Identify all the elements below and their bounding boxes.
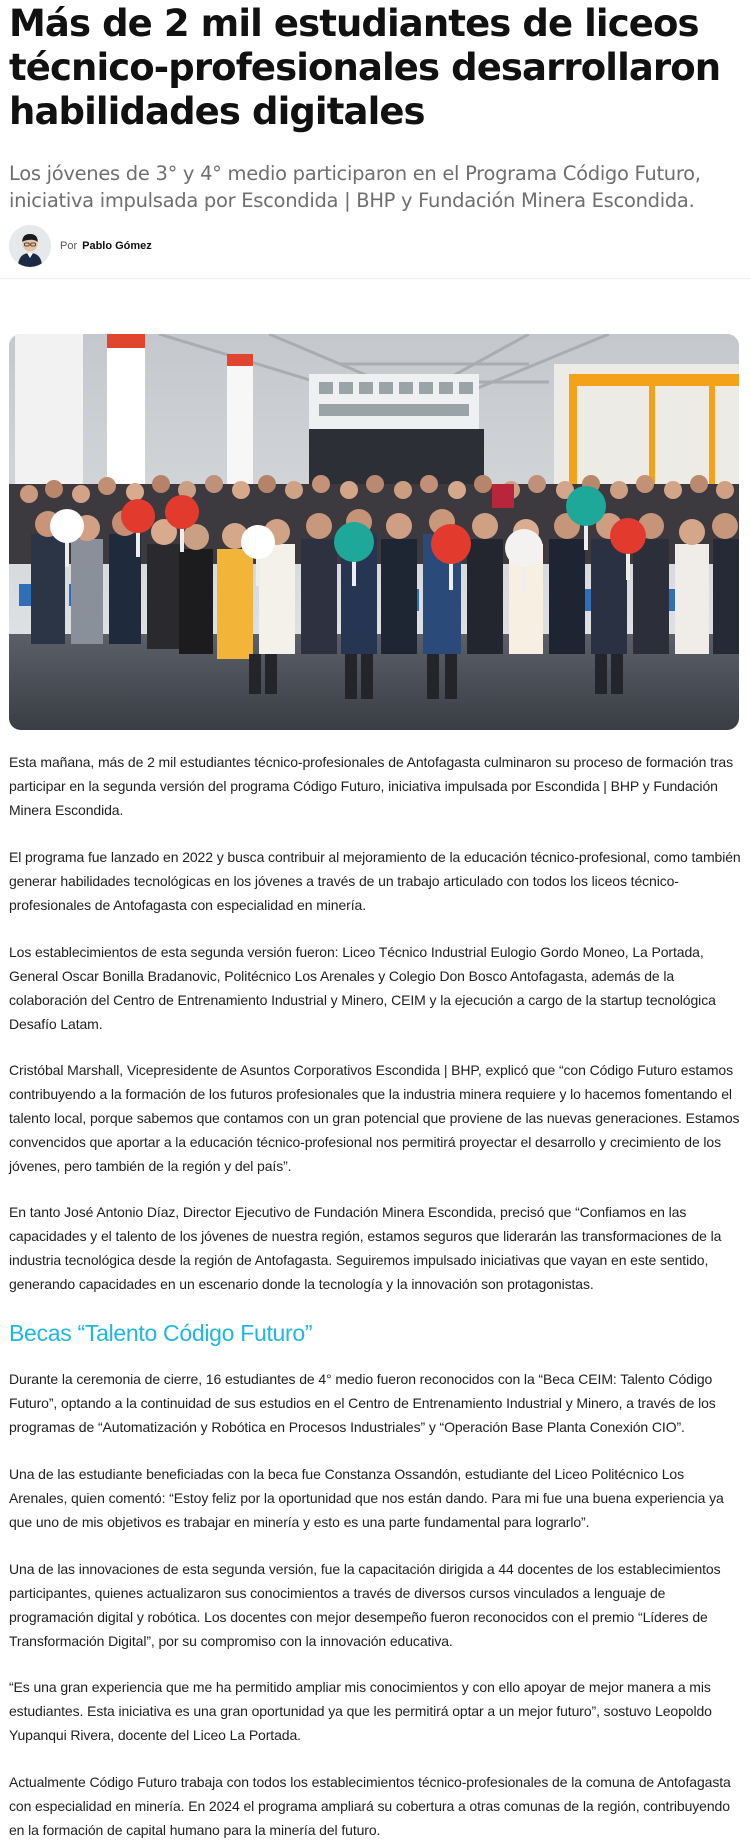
article-subtitle: Los jóvenes de 3° y 4° medio participaron en el Programa Código Futuro, iniciativa impulsada por Escondida | BHP y Fundación Minera Escondida. xyxy=(9,162,701,212)
byline-prefix: Por xyxy=(60,240,78,252)
header-divider xyxy=(0,278,750,279)
article-paragraph: Durante la ceremonia de cierre, 16 estudiantes de 4° medio fueron reconocidos con la “Beca CEIM: Talento Código Futuro”, optando a la continuidad de sus estudios en el Centro de Entrenamiento Industrial y Minero, a través de los programas de “Automatización y Robótica en Procesos Industriales” y “Operación Base Planta Conexión CIO”. xyxy=(9,1371,716,1435)
article-paragraph: Cristóbal Marshall, Vicepresidente de Asuntos Corporativos Escondida | BHP, explicó que “con Código Futuro estamos contribuyendo a la formación de los futuros profesionales que la industria minera requiere y lo hacemos fomentando el talento local, porque sabemos que contamos con un gran potencial que proviene de las nuevas generaciones. Estamos convencidos que aportar a la educación técnico-profesional nos permitirá proyectar el desarrollo y crecimiento de los jóvenes, pero también de la región y del país”. xyxy=(9,1062,740,1174)
byline xyxy=(9,224,152,268)
section-heading: Becas “Talento Código Futuro” xyxy=(9,1320,313,1346)
article-paragraph: “Es una gran experiencia que me ha permitido ampliar mis conocimientos y con ello apoyar de mejor manera a mis estudiantes. Esta iniciativa es una gran oportunidad ya que les permitirá optar a un mejor futuro”, sostuvo Leopoldo Yupanqui Rivera, docente del Liceo La Portada. xyxy=(9,1679,712,1743)
author-avatar-icon[interactable] xyxy=(9,225,51,267)
article-headline: Más de 2 mil estudiantes de liceos técnico-profesionales desarrollaron habilidades digitales xyxy=(9,2,721,133)
article-paragraph: En tanto José Antonio Díaz, Director Ejecutivo de Fundación Minera Escondida, precisó que “Confiamos en las capacidades y el talento de los jóvenes de nuestra región, estamos seguros que liderarán las transformaciones de la industria tecnológica desde la región de Antofagasta. Seguiremos impulsado iniciativas que vayan en este sentido, generando capacidades en un escenario donde la tecnología y la innovación son protagonistas. xyxy=(9,1204,722,1292)
article-paragraph: Una de las innovaciones de esta segunda versión, fue la capacitación dirigida a 44 docentes de los establecimientos participantes, quienes actualizaron sus conocimientos a través de diversos cursos vinculados a lenguaje de programación digital y robótica. Los docentes con mejor desempeño fueron reconocidos con el premio “Líderes de Transformación Digital”, por su compromiso con la innovación educativa. xyxy=(9,1561,721,1649)
article-hero-photo xyxy=(9,334,739,730)
article-paragraph: El programa fue lanzado en 2022 y busca contribuir al mejoramiento de la educación técnico-profesional, como también generar habilidades tecnológicas en los jóvenes a través de un trabajo articulado con todos los liceos técnico-profesionales de Antofagasta con especialidad en minería. xyxy=(9,849,741,913)
article-paragraph: Actualmente Código Futuro trabaja con todos los establecimientos técnico-profesionales de la comuna de Antofagasta con especialidad en minería. En 2024 el programa ampliará su cobertura a otras comunas de la región, contribuyendo en la formación de capital humano para la minería del futuro. xyxy=(9,1774,731,1838)
author-name-link[interactable]: Pablo Gómez xyxy=(82,240,152,252)
article-paragraph: Los establecimientos de esta segunda versión fueron: Liceo Técnico Industrial Eulogio Gordo Moneo, La Portada, General Oscar Bonilla Bradanovic, Politécnico Los Arenales y Colegio Don Bosco Antofagasta, además de la colaboración del Centro de Entrenamiento Industrial y Minero, CEIM y la ejecución a cargo de la startup tecnológica Desafío Latam. xyxy=(9,944,716,1032)
article-paragraph: Esta mañana, más de 2 mil estudiantes técnico-profesionales de Antofagasta culminaron su proceso de formación tras participar en la segunda versión del programa Código Futuro, iniciativa impulsada por Escondida | BHP y Fundación Minera Escondida. xyxy=(9,754,734,818)
article-paragraph: Una de las estudiante beneficiadas con la beca fue Constanza Ossandón, estudiante del Liceo Politécnico Los Arenales, quien comentó: “Estoy feliz por la oportunidad que nos están dando. Para mi fue una buena experiencia ya que uno de mis objetivos es trabajar en minería y esto es una parte fundamental para lograrlo”. xyxy=(9,1466,724,1530)
